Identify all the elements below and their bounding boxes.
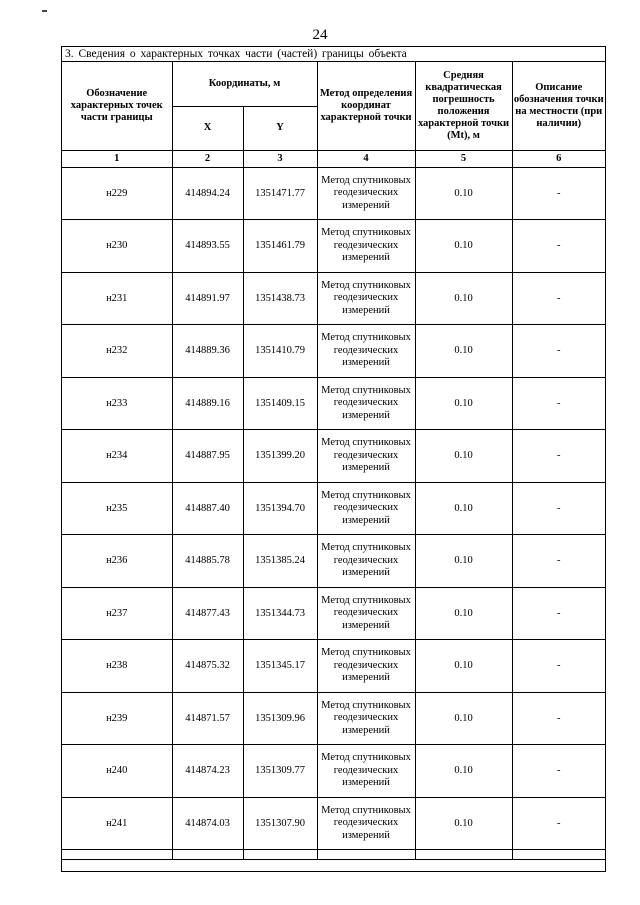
x-cell: 414887.95 [172, 430, 243, 483]
empty-cell [62, 850, 172, 860]
description-cell: - [512, 797, 605, 850]
error-cell: 0.10 [415, 797, 512, 850]
error-cell: 0.10 [415, 692, 512, 745]
column-number: 1 [62, 150, 172, 167]
x-cell: 414885.78 [172, 535, 243, 588]
point-cell: н241 [62, 797, 172, 850]
x-cell: 414887.40 [172, 482, 243, 535]
method-cell: Метод спутниковых геодезических измерений [317, 745, 415, 798]
empty-cell [243, 850, 317, 860]
point-cell: н240 [62, 745, 172, 798]
method-cell: Метод спутниковых геодезических измерений [317, 587, 415, 640]
table-row [62, 692, 605, 745]
point-cell: н233 [62, 377, 172, 430]
error-cell: 0.10 [415, 482, 512, 535]
header-x: X [172, 106, 243, 150]
error-cell: 0.10 [415, 167, 512, 220]
y-cell: 1351309.96 [243, 692, 317, 745]
method-cell: Метод спутниковых геодезических измерений [317, 430, 415, 483]
point-cell: н232 [62, 325, 172, 378]
empty-cell [317, 850, 415, 860]
method-cell: Метод спутниковых геодезических измерений [317, 272, 415, 325]
header-y: Y [243, 106, 317, 150]
y-cell: 1351394.70 [243, 482, 317, 535]
table-row [62, 482, 605, 535]
method-cell: Метод спутниковых геодезических измерений [317, 640, 415, 693]
table-row [62, 587, 605, 640]
method-cell: Метод спутниковых геодезических измерений [317, 535, 415, 588]
x-cell: 414874.23 [172, 745, 243, 798]
description-cell: - [512, 535, 605, 588]
table-row [62, 167, 605, 220]
x-cell: 414889.16 [172, 377, 243, 430]
empty-cell [172, 850, 243, 860]
method-cell: Метод спутниковых геодезических измерений [317, 325, 415, 378]
x-cell: 414877.43 [172, 587, 243, 640]
description-cell: - [512, 167, 605, 220]
description-cell: - [512, 430, 605, 483]
x-cell: 414875.32 [172, 640, 243, 693]
point-cell: н230 [62, 220, 172, 273]
x-cell: 414891.97 [172, 272, 243, 325]
empty-cell [415, 850, 512, 860]
table-row [62, 640, 605, 693]
column-number: 3 [243, 150, 317, 167]
y-cell: 1351409.15 [243, 377, 317, 430]
table-row [62, 272, 605, 325]
empty-cell [512, 850, 605, 860]
scan-mark [42, 10, 47, 12]
header-error: Средняя квадратическая погрешность положения характерной точки (Mt), м [415, 62, 512, 150]
y-cell: 1351309.77 [243, 745, 317, 798]
description-cell: - [512, 325, 605, 378]
y-cell: 1351344.73 [243, 587, 317, 640]
y-cell: 1351471.77 [243, 167, 317, 220]
column-number: 5 [415, 150, 512, 167]
point-cell: н236 [62, 535, 172, 588]
column-number: 2 [172, 150, 243, 167]
method-cell: Метод спутниковых геодезических измерений [317, 692, 415, 745]
column-number: 4 [317, 150, 415, 167]
header-coordinates: Координаты, м [172, 62, 317, 106]
y-cell: 1351345.17 [243, 640, 317, 693]
column-number-row [62, 150, 605, 167]
point-cell: н231 [62, 272, 172, 325]
x-cell: 414889.36 [172, 325, 243, 378]
y-cell: 1351399.20 [243, 430, 317, 483]
table-row [62, 430, 605, 483]
table-row [62, 220, 605, 273]
description-cell: - [512, 640, 605, 693]
error-cell: 0.10 [415, 640, 512, 693]
error-cell: 0.10 [415, 220, 512, 273]
x-cell: 414894.24 [172, 167, 243, 220]
document-frame [61, 46, 606, 872]
point-cell: н229 [62, 167, 172, 220]
error-cell: 0.10 [415, 535, 512, 588]
point-cell: н238 [62, 640, 172, 693]
method-cell: Метод спутниковых геодезических измерений [317, 797, 415, 850]
error-cell: 0.10 [415, 325, 512, 378]
point-cell: н234 [62, 430, 172, 483]
page-number: 24 [312, 27, 328, 43]
table-row [62, 535, 605, 588]
description-cell: - [512, 745, 605, 798]
point-cell: н239 [62, 692, 172, 745]
description-cell: - [512, 220, 605, 273]
method-cell: Метод спутниковых геодезических измерений [317, 220, 415, 273]
description-cell: - [512, 377, 605, 430]
y-cell: 1351410.79 [243, 325, 317, 378]
method-cell: Метод спутниковых геодезических измерений [317, 377, 415, 430]
empty-row [62, 850, 605, 860]
header-designation: Обозначение характерных точек части границы [62, 62, 172, 150]
y-cell: 1351385.24 [243, 535, 317, 588]
x-cell: 414871.57 [172, 692, 243, 745]
error-cell: 0.10 [415, 377, 512, 430]
point-cell: н235 [62, 482, 172, 535]
header-method: Метод определения координат характерной точки [317, 62, 415, 150]
method-cell: Метод спутниковых геодезических измерений [317, 482, 415, 535]
error-cell: 0.10 [415, 745, 512, 798]
table-row [62, 377, 605, 430]
header-description: Описание обозначения точки на местности (при наличии) [512, 62, 605, 150]
description-cell: - [512, 482, 605, 535]
table-row [62, 325, 605, 378]
column-number: 6 [512, 150, 605, 167]
point-cell: н237 [62, 587, 172, 640]
y-cell: 1351438.73 [243, 272, 317, 325]
points-table [62, 62, 605, 860]
error-cell: 0.10 [415, 272, 512, 325]
method-cell: Метод спутниковых геодезических измерений [317, 167, 415, 220]
table-row [62, 745, 605, 798]
error-cell: 0.10 [415, 430, 512, 483]
y-cell: 1351307.90 [243, 797, 317, 850]
section-title: 3. Сведения о характерных точках части (частей) границы объекта [62, 47, 605, 62]
description-cell: - [512, 272, 605, 325]
description-cell: - [512, 692, 605, 745]
table-row [62, 797, 605, 850]
description-cell: - [512, 587, 605, 640]
x-cell: 414893.55 [172, 220, 243, 273]
x-cell: 414874.03 [172, 797, 243, 850]
error-cell: 0.10 [415, 587, 512, 640]
y-cell: 1351461.79 [243, 220, 317, 273]
